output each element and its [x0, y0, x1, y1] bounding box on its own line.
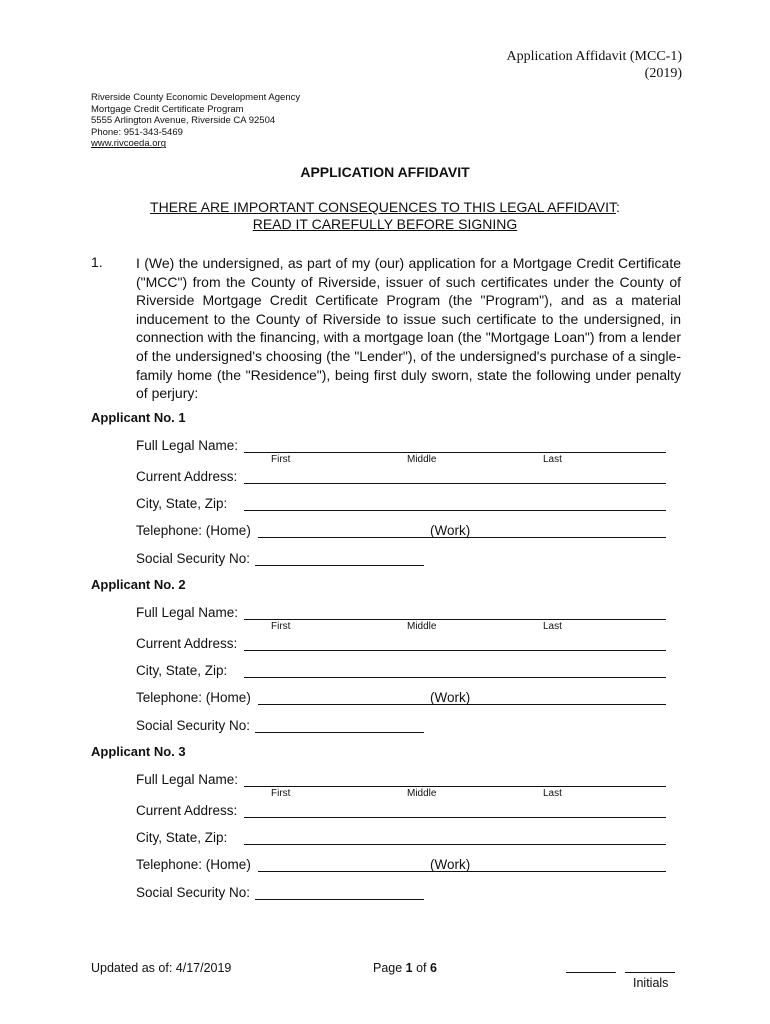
home-phone-label: Telephone: (Home)	[136, 690, 251, 705]
warning-line-1: THERE ARE IMPORTANT CONSEQUENCES TO THIS LEGAL AFFIDAVIT	[150, 199, 617, 215]
work-phone-field[interactable]	[430, 537, 666, 538]
last-name-caption: Last	[543, 621, 562, 632]
agency-website-link[interactable]: www.rivcoeda.org	[91, 138, 166, 150]
agency-phone: Phone: 951-343-5469	[91, 126, 183, 138]
document-title: APPLICATION AFFIDAVIT	[300, 164, 470, 180]
applicant-title: Applicant No. 3	[91, 744, 186, 759]
current-address-field[interactable]	[244, 650, 666, 651]
agency-block	[91, 92, 300, 150]
page-total: 6	[430, 961, 437, 975]
home-phone-label: Telephone: (Home)	[136, 523, 251, 538]
agency-name: Riverside County Economic Development Agency	[91, 92, 301, 103]
page-current: 1	[405, 961, 413, 975]
city-state-zip-field[interactable]	[244, 510, 666, 511]
initials-field-1[interactable]	[566, 972, 616, 973]
current-address-label: Current Address:	[136, 469, 238, 484]
updated-date: Updated as of: 4/17/2019	[91, 961, 232, 975]
applicant-section-2	[0, 577, 770, 752]
home-phone-field[interactable]	[258, 537, 430, 538]
paragraph-text: I (We) the undersigned, as part of my (our) application for a Mortgage Credit Certificate ("MCC") from the County of Riverside, issuer of such certificates under the County of Riverside Mortgage Credit Certificate Program (the "Program"), and as a material inducement to the County of Riverside to issue such certificate to the undersigned, in connection with the financing, with a mortgage loan (the "Mortgage Loan") from a lender of the undersigned's choosing (the "Lender"), of the undersigned's purchase of a single-family home (the "Residence"), being first duly sworn, state the following under penalty of perjury:	[136, 255, 681, 402]
ssn-field[interactable]	[255, 899, 424, 900]
first-name-caption: First	[271, 788, 291, 799]
city-state-zip-label: City, State, Zip:	[136, 830, 228, 845]
initials-label: Initials	[633, 976, 669, 990]
initials-field-2[interactable]	[625, 972, 675, 973]
full-name-field[interactable]	[244, 619, 666, 620]
work-phone-label: (Work)	[430, 523, 471, 538]
ssn-field[interactable]	[255, 565, 424, 566]
ssn-label: Social Security No:	[136, 885, 251, 900]
warning-notice	[0, 199, 770, 233]
ssn-label: Social Security No:	[136, 551, 251, 566]
agency-program: Mortgage Credit Certificate Program	[91, 103, 244, 115]
form-code: Application Affidavit (MCC-1)	[506, 49, 682, 64]
last-name-caption: Last	[543, 788, 562, 799]
city-state-zip-label: City, State, Zip:	[136, 663, 228, 678]
full-name-label: Full Legal Name:	[136, 605, 239, 620]
paragraph-number: 1.	[91, 254, 103, 270]
city-state-zip-field[interactable]	[244, 677, 666, 678]
page-of: of	[412, 961, 430, 975]
full-name-label: Full Legal Name:	[136, 438, 239, 453]
applicant-section-1	[0, 410, 770, 585]
city-state-zip-label: City, State, Zip:	[136, 496, 228, 511]
current-address-field[interactable]	[244, 483, 666, 484]
applicant-title: Applicant No. 1	[91, 410, 186, 425]
full-name-field[interactable]	[244, 452, 666, 453]
full-name-field[interactable]	[244, 786, 666, 787]
first-name-caption: First	[271, 621, 291, 632]
middle-name-caption: Middle	[407, 788, 437, 799]
form-year: (2019)	[644, 66, 682, 81]
work-phone-field[interactable]	[430, 704, 666, 705]
work-phone-label: (Work)	[430, 857, 471, 872]
work-phone-label: (Work)	[430, 690, 471, 705]
last-name-caption: Last	[543, 454, 562, 465]
warning-line-2: READ IT CAREFULLY BEFORE SIGNING	[252, 216, 518, 232]
home-phone-field[interactable]	[258, 704, 430, 705]
home-phone-field[interactable]	[258, 871, 430, 872]
current-address-label: Current Address:	[136, 636, 238, 651]
current-address-field[interactable]	[244, 817, 666, 818]
city-state-zip-field[interactable]	[244, 844, 666, 845]
agency-address: 5555 Arlington Avenue, Riverside CA 92504	[91, 115, 276, 127]
ssn-field[interactable]	[255, 732, 424, 733]
page-prefix: Page	[373, 961, 406, 975]
current-address-label: Current Address:	[136, 803, 238, 818]
middle-name-caption: Middle	[407, 454, 437, 465]
work-phone-field[interactable]	[430, 871, 666, 872]
applicant-section-3	[0, 744, 770, 919]
document-id	[507, 48, 683, 82]
first-name-caption: First	[271, 454, 291, 465]
full-name-label: Full Legal Name:	[136, 772, 239, 787]
page-number	[373, 961, 437, 975]
warning-colon: :	[616, 199, 620, 215]
home-phone-label: Telephone: (Home)	[136, 857, 251, 872]
applicant-title: Applicant No. 2	[91, 577, 186, 592]
middle-name-caption: Middle	[407, 621, 437, 632]
ssn-label: Social Security No:	[136, 718, 251, 733]
